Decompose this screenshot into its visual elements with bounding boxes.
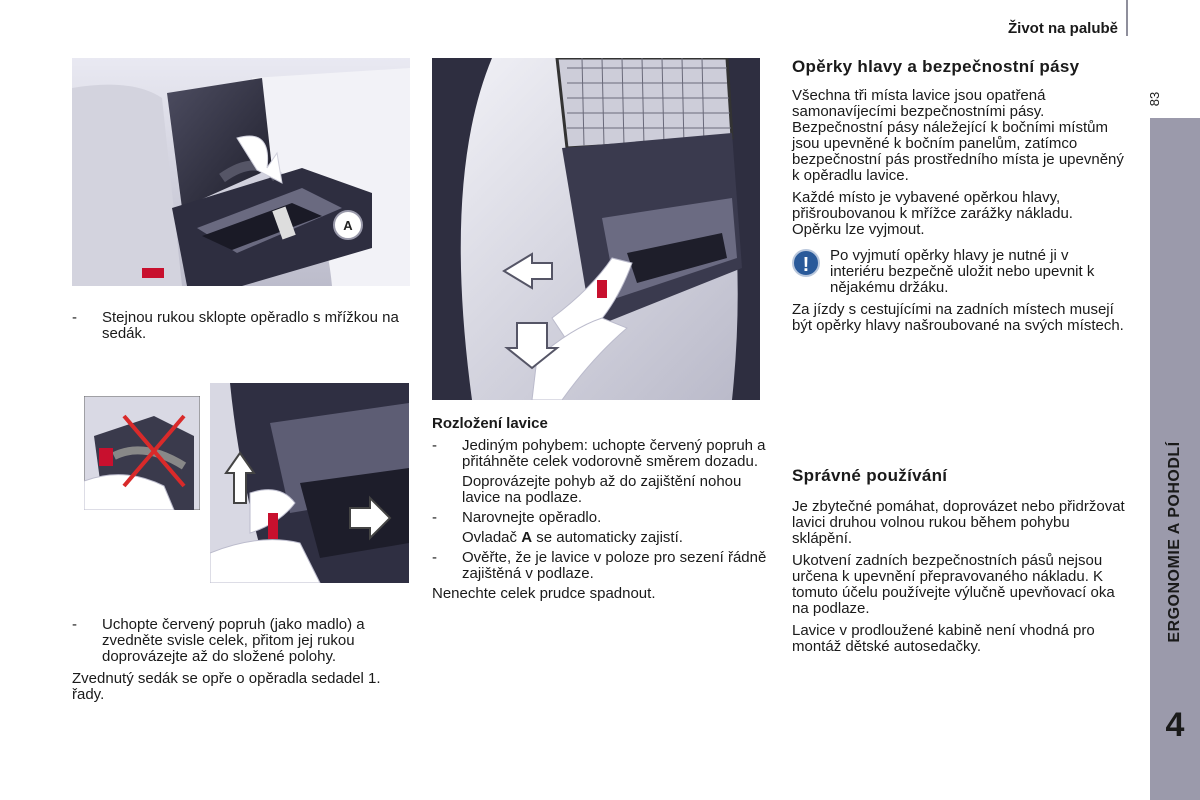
para-anchors: Ukotvení zadních bezpečnostních pásů nejsou určena k upevnění přepravovaného nákladu. K tomuto účelu používejte výlučně upevňovací oka na podlaze.	[792, 552, 1115, 617]
para-headrests: Každé místo je vybavené opěrkou hlavy, přišroubovanou k mřížce zarážky nákladu. Opěrku lze vyjmout.	[792, 189, 1073, 238]
col3-text	[792, 58, 1126, 340]
col3-text-2	[792, 467, 1126, 661]
bullet-fold-backrest: Stejnou rukou sklopte opěradlo s mřížkou na sedák.	[102, 309, 399, 342]
heading-correct-use: Správné používání	[792, 466, 948, 485]
bullet-straighten-cont: Ovladač A se automaticky zajistí.	[462, 529, 683, 546]
heading-unfold-bench: Rozložení lavice	[432, 415, 548, 432]
chapter-title-holder	[1150, 130, 1200, 690]
heading-headrests: Opěrky hlavy a bezpečnostní pásy	[792, 57, 1080, 76]
illustration-inset-strap	[84, 396, 200, 510]
illustration-fold-backrest	[72, 58, 410, 286]
para-driving: Za jízdy s cestujícími na zadních místech musejí být opěrky hlavy našroubované na svých místech.	[792, 301, 1124, 334]
col1-paragraph: Zvednutý sedák se opře o opěradla sedadel 1. řady.	[72, 670, 381, 703]
illustration-unfold-bench	[432, 58, 760, 400]
label-a: A	[343, 218, 353, 233]
warning-icon: !	[792, 249, 820, 277]
col1-step2: - Uchopte červený popruh (jako madlo) a zvedněte svisle celek, přitom jej rukou doprovázejte až do složené polohy. Zvednutý sedák se opře o opěradla sedadel 1. řady.	[72, 617, 412, 709]
page-number: 83	[1147, 91, 1162, 107]
illustration-lift-bench	[210, 383, 409, 583]
para-seatbelts: Všechna tři místa lavice jsou opatřená samonavíjecími bezpečnostními pásy. Bezpečnostní pásy náležející k bočními místům jsou upevněné k bočním panelům, zatímco bezpečnostní pás prostředního místa je upevněný k opěradlu lavice.	[792, 87, 1124, 184]
col2-paragraph: Nenechte celek prudce spadnout.	[432, 585, 656, 602]
bullet-verify: Ověřte, že je lavice v poloze pro sezení řádně zajištěná v podlaze.	[462, 549, 767, 582]
col1-step1: - Stejnou rukou sklopte opěradlo s mřížkou na sedák.	[72, 309, 399, 342]
bullet-pull-strap-cont: Doprovázejte pohyb až do zajištění nohou lavice na podlaze.	[462, 473, 742, 506]
chapter-title: ERGONOMIE A POHODLÍ	[1166, 441, 1183, 643]
chapter-number: 4	[1165, 706, 1185, 744]
para-no-help: Je zbytečné pomáhat, doprovázet nebo přidržovat lavici druhou volnou rukou během pohybu sklápění.	[792, 498, 1125, 547]
running-header: Život na palubě	[1007, 20, 1118, 37]
col2-text: Rozložení lavice - Jediným pohybem: uchopte červený popruh a přitáhněte celek vodorovně směrem dozadu. Doprovázejte pohyb až do zajištění nohou lavice na podlaze. - Narovnejte opěradlo. Ovladač A se automaticky zajistí. - Ověřte, že je lavice v poloze pro sezení řádně zajištěná v podlaze. Nenechte celek prudce spadnout.	[432, 415, 767, 602]
bullet-lift-bench: Uchopte červený popruh (jako madlo) a zvedněte svisle celek, přitom jej rukou doprovázejte až do složené polohy.	[102, 616, 365, 665]
para-child-seat: Lavice v prodloužené kabině není vhodná pro montáž dětské autosedačky.	[792, 622, 1095, 655]
control-a-label: A	[521, 529, 533, 546]
warning-note-text: Po vyjmutí opěrky hlavy je nutné ji v interiéru bezpečně uložit nebo upevnit k nějakému držáku.	[830, 247, 1095, 296]
header-divider	[1126, 0, 1128, 36]
warning-note	[792, 248, 1126, 296]
bullet-straighten: Narovnejte opěradlo.	[462, 509, 602, 526]
bullet-pull-strap: Jediným pohybem: uchopte červený popruh a přitáhněte celek vodorovně směrem dozadu.	[462, 437, 766, 470]
